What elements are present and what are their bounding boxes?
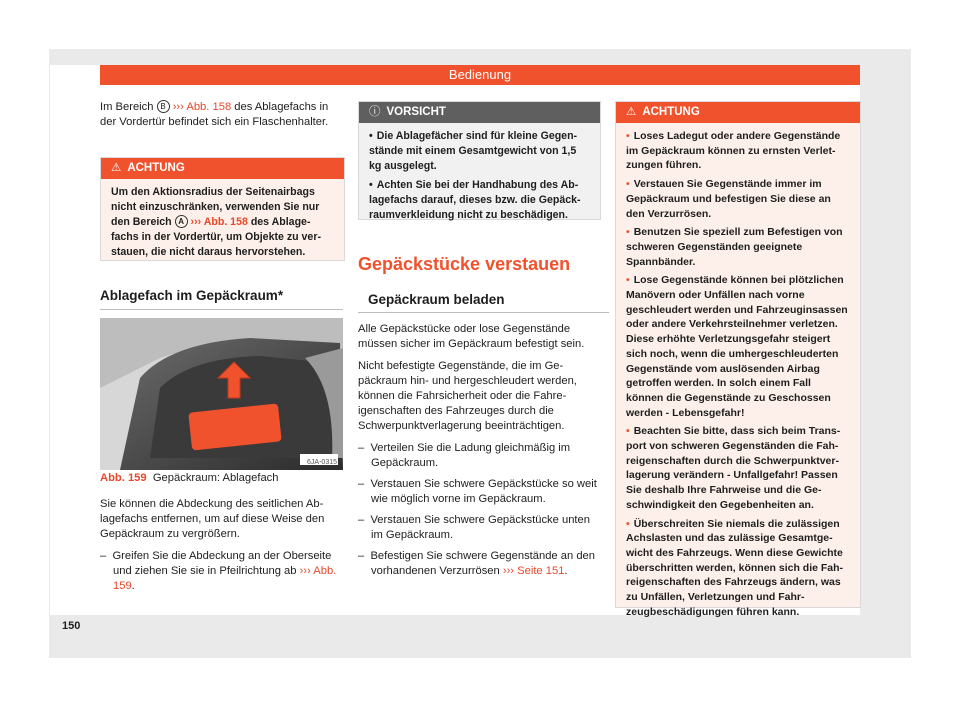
warning-box-loading: ⚠ ACHTUNG • Loses Ladegut oder andere Gegenstände im Gepäckraum können zu ernsten Verletzungen führen. • Verstauen Sie Gegenstände immer im Gepäckraum und befestigen Sie diese an den Verzurrösen. • Benutzen Sie speziell zum Befestigen von schweren Gegenständen geeignete Spannbänder. • Lose Gegenstände können bei plötzlichen Manövern oder Unfällen nach vorne geschleudert werden und Fahrzeuginsassen oder andere Verkehrsteilnehmer verletzen. Diese erhöhte Verletzungsgefahr steigert sich noch, wenn die umhergeschleuderten Gegenstände vom auslösenden Airbag getroffen werden. In solch einem Fall können die Gegenstände zu Geschossen werden - Lebensgefahr! • Beachten Sie bitte, dass sich beim Transport von schweren Gegenständen die Fahreigenschaften durch die Schwerpunktverlagerung verändern - Unfallgefahr! Passen Sie deshalb Ihre Fahrweise und die Geschwindigkeit den Gegebenheiten an. • Überschreiten Sie niemals die zulässigen Achslasten und das zulässige Gesamtgewicht des Fahrzeugs. Wenn diese Gewichte überschritten werden, können sich die Fahreigenschaften des Fahrzeugs ändern, was zu Unfällen, Verletzungen und Fahrzeugbeschädigungen führen kann. xyxy=(615,101,861,608)
warning-box-airbag: ⚠ ACHTUNG Um den Aktionsradius der Seitenairbags nicht einzuschränken, verwenden Sie nur den Bereich A ››› Abb. 158 des Ablagefachs in der Vordertür, um Objekte zu verstauen, die nicht daraus hervorstehen. xyxy=(100,157,345,261)
list-item: – Verstauen Sie schwere Gepäckstücke so weit wie möglich vorne im Gepäckraum. xyxy=(358,478,597,505)
beladen-text: Alle Gepäckstücke oder lose Gegenstände müssen sicher im Gepäckraum befestigt sein. Nicht befestigte Gegenstände, die im Gepäckraum hin- und hergeschleudert werden, können die Fahrsicherheit oder die Fahreigenschaften des Fahrzeuges durch die Schwerpunktverlagerung beeinträchtigen. – Verteilen Sie die Ladung gleichmäßig im Gepäckraum. – Verstauen Sie schwere Gepäckstücke so weit wie möglich vorne im Gepäckraum. – Verstauen Sie schwere Gepäckstücke unten im Gepäckraum. – Befestigen Sie schwere Gegenstände an den vorhandenen Verzurrösen ››› Seite 151. xyxy=(358,322,601,585)
caution-box: ⓘ VORSICHT • Die Ablagefächer sind für kleine Gegenstände mit einem Gesamtgewicht von 1,5 kg ausgelegt. • Achten Sie bei der Handhabung des Ablagefachs darauf, dieses bzw. die Gepäckraumverkleidung nicht zu beschädigen. xyxy=(358,101,601,220)
intro-paragraph: Im Bereich B ››› Abb. 158 des Ablagefachs in der Vordertür befindet sich ein Flaschenhalter. xyxy=(100,101,329,128)
section-title-ablagefach: Ablagefach im Gepäckraum* xyxy=(100,288,343,310)
figure-link-159[interactable]: Abb. 159 xyxy=(113,565,337,592)
callout-b: B xyxy=(157,100,170,113)
warning-triangle-icon: ⚠ xyxy=(626,106,637,118)
trunk-figure xyxy=(100,318,343,470)
section-header: Bedienung xyxy=(100,65,860,85)
list-item: – Verstauen Sie schwere Gepäckstücke unten im Gepäckraum. xyxy=(358,514,590,541)
figure-caption: Abb. 159 Gepäckraum: Ablagefach xyxy=(100,472,279,484)
sub-title: Gepäckraum beladen xyxy=(358,292,609,313)
page-number: 150 xyxy=(62,620,81,632)
main-title: Gepäckstücke verstauen xyxy=(358,254,571,274)
list-item: – Verteilen Sie die Ladung gleichmäßig im Gepäckraum. xyxy=(358,442,571,469)
figure-link-158[interactable]: Abb. 158 xyxy=(186,101,232,113)
page-link-151[interactable]: ››› Seite 151 xyxy=(502,565,565,577)
figure-code: 6JA-0315 xyxy=(307,459,337,466)
warning-triangle-icon: ⚠ xyxy=(111,162,122,174)
list-item: – Befestigen Sie schwere Gegenstände an den vorhandenen Verzurrösen ››› Seite 151. xyxy=(358,550,595,577)
info-circle-icon: ⓘ xyxy=(369,106,381,118)
figure-link-158b[interactable]: Abb. 158 xyxy=(203,216,248,228)
callout-a: A xyxy=(175,215,188,228)
ablagefach-text: Sie können die Abdeckung des seitlichen Ablagefachs entfernen, um auf diese Weise den Gepäckraum zu vergrößern. – Greifen Sie die Abdeckung an der Oberseite und ziehen Sie sie in Pfeilrichtung ab ››› Abb. 159. xyxy=(100,498,337,592)
